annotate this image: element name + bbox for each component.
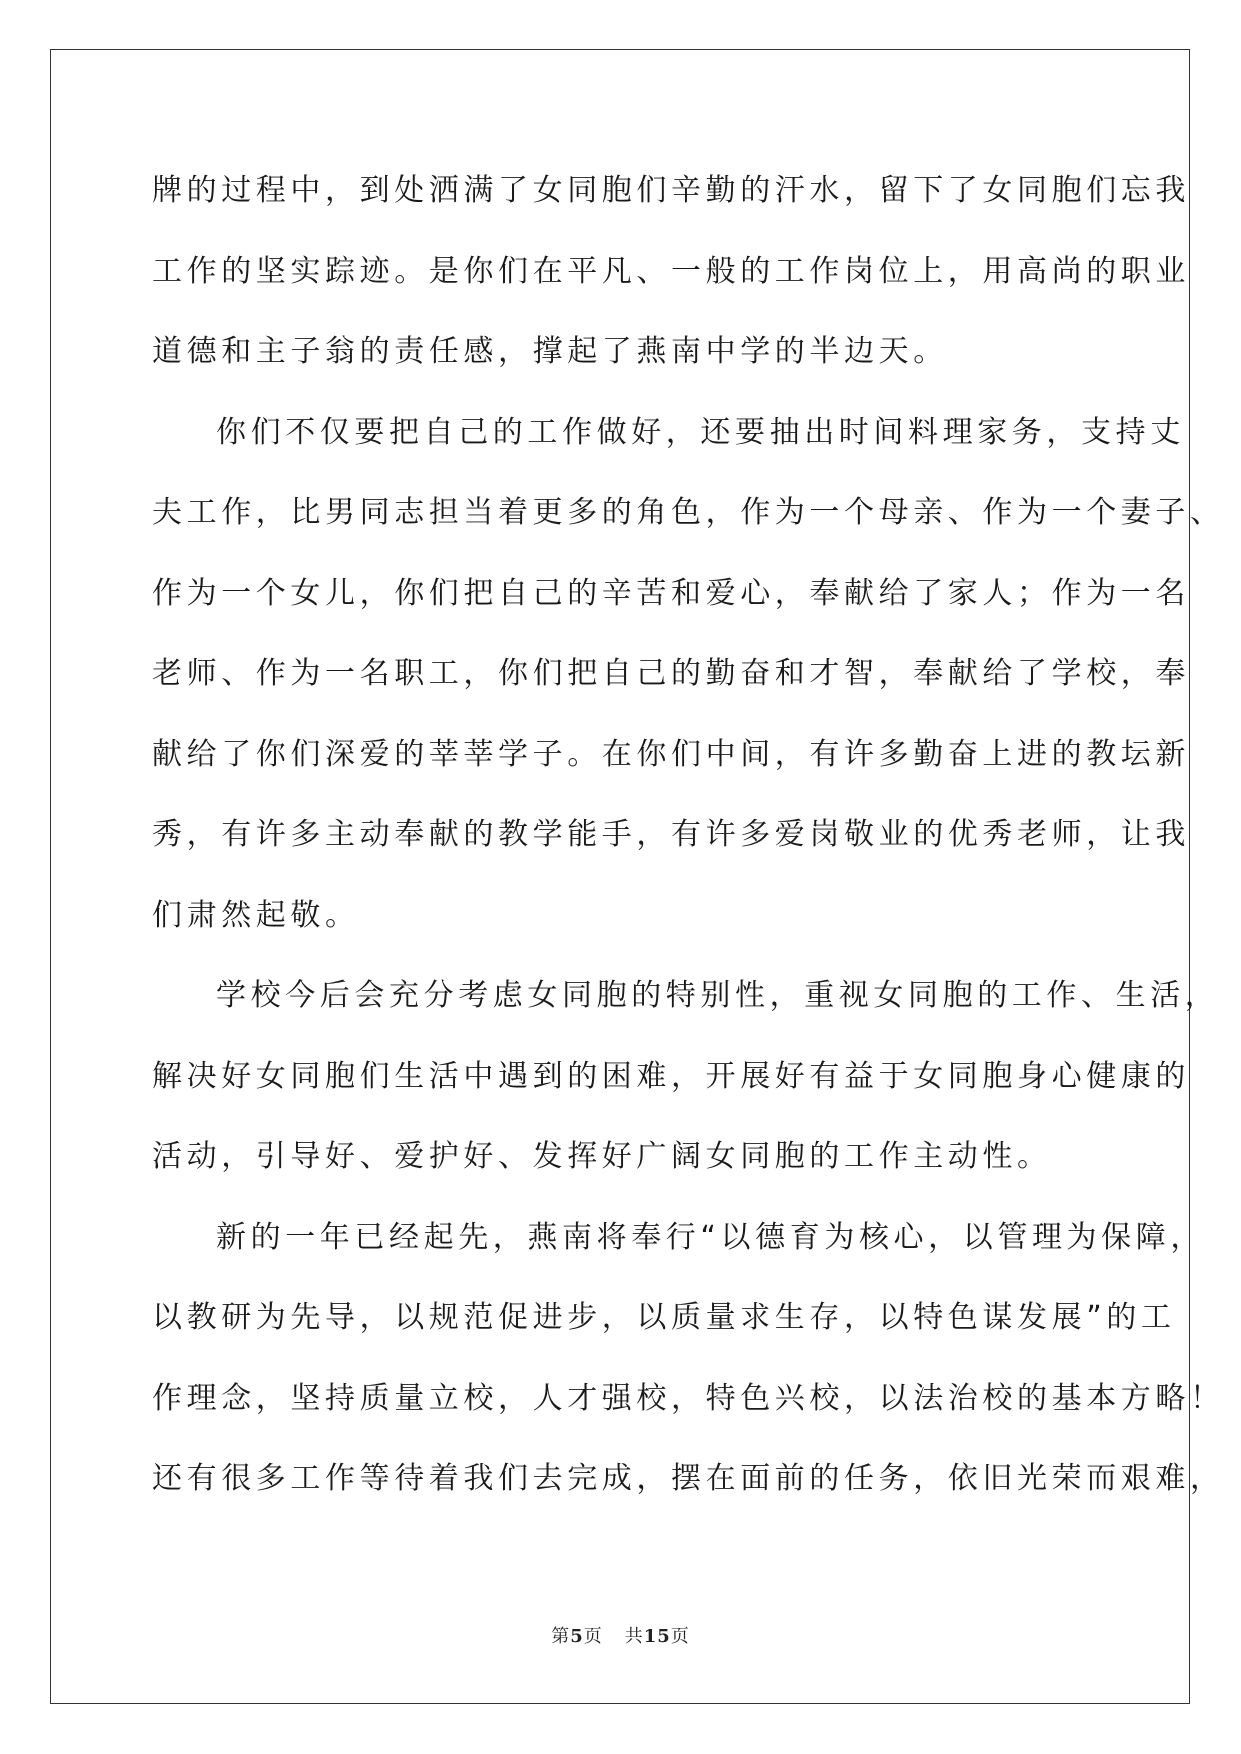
text-line: 夫工作，比男同志担当着更多的角色，作为一个母亲、作为一个妻子、 [152,495,1225,530]
total-prefix: 共 [624,1626,644,1647]
text-line: 牌的过程中，到处洒满了女同胞们辛勤的汗水，留下了女同胞们忘我 [152,173,1190,208]
document-body [152,156,1225,1525]
text-line: 作为一个女儿，你们把自己的辛苦和爱心，奉献给了家人；作为一名 [152,575,1190,611]
text-line: 活动，引导好、爱护好、发挥好广阔女同胞的工作主动性。 [152,1139,1052,1174]
page-footer [0,1622,1241,1648]
text-line: 还有很多工作等待着我们去完成，摆在面前的任务，依旧光荣而艰难， [152,1461,1225,1496]
page-number: 5 [570,1626,584,1647]
text-line: 秀，有许多主动奉献的教学能手，有许多爱岗敬业的优秀老师，让我 [152,817,1190,852]
text-line: 你们不仅要把自己的工作做好，还要抽出时间料理家务，支持丈 [216,414,1185,450]
text-line: 老师、作为一名职工，你们把自己的勤奋和才智，奉献给了学校，奉 [152,656,1190,691]
text-line: 新的一年已经起先，燕南将奉行“以德育为核心，以管理为保障， [216,1219,1205,1255]
text-line: 道德和主子翁的责任感，撑起了燕南中学的半边天。 [152,334,948,369]
text-line: 以教研为先导，以规范促进步，以质量求生存，以特色谋发展”的工 [152,1300,1176,1335]
total-pages: 15 [643,1626,671,1647]
text-line: 工作的坚实踪迹。是你们在平凡、一般的工作岗位上，用高尚的职业 [152,253,1190,289]
text-line: 们肃然起敬。 [152,897,360,933]
page-prefix: 第 [551,1626,571,1647]
total-suffix: 页 [670,1626,690,1647]
text-line: 献给了你们深爱的莘莘学子。在你们中间，有许多勤奋上进的教坛新 [152,736,1190,772]
text-line: 解决好女同胞们生活中遇到的困难，开展好有益于女同胞身心健康的 [152,1058,1190,1094]
page-suffix: 页 [583,1626,603,1647]
text-line: 学校今后会充分考虑女同胞的特别性，重视女同胞的工作、生活， [216,978,1220,1013]
text-line: 作理念，坚持质量立校，人才强校，特色兴校，以法治校的基本方略！ [152,1380,1225,1416]
